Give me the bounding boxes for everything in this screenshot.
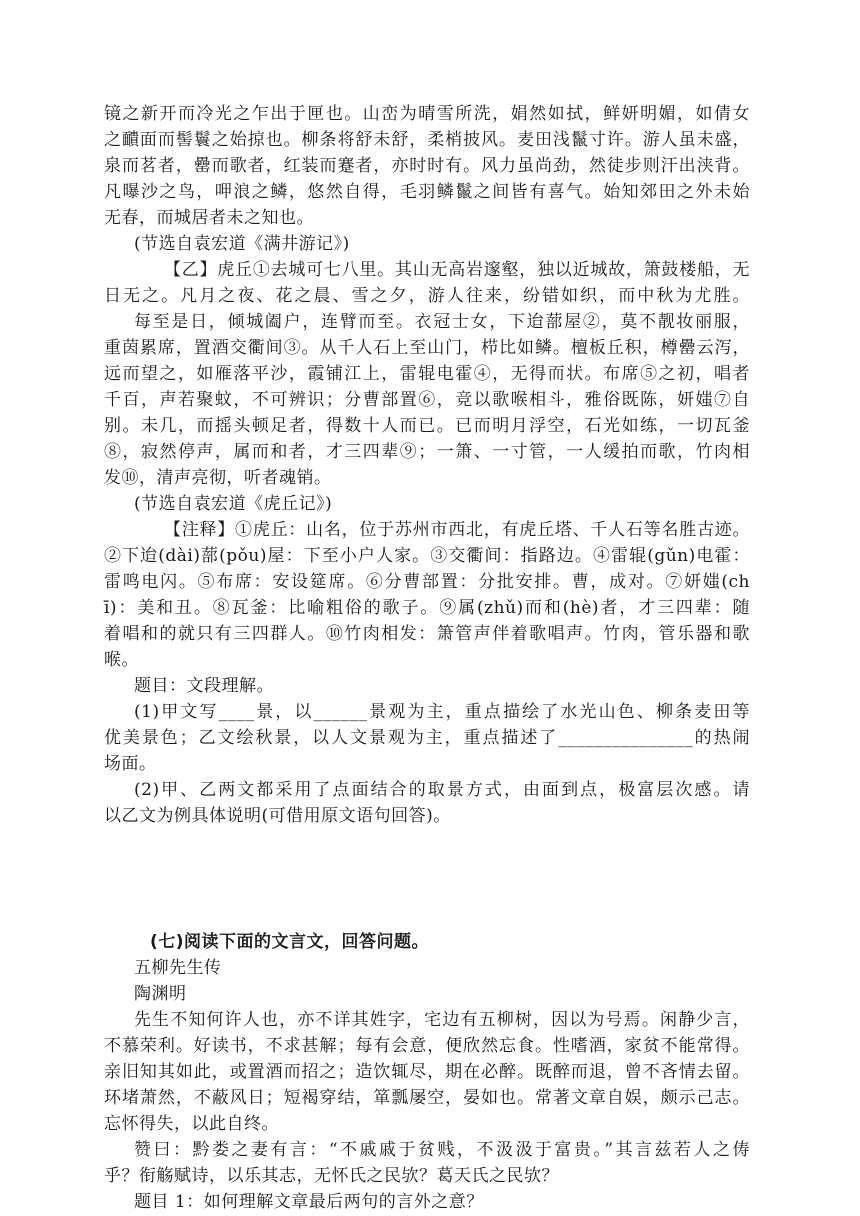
yi-text-line: 重茵累席，置酒交衢间③。从千人石上至山门，栉比如鳞。檀板丘积，樽罍云泻，: [104, 338, 750, 358]
essay-text-line: 环堵萧然，不蔽风日；短褐穿结，箪瓢屡空，晏如也。常著文章自娱，颇示己志。: [104, 1088, 750, 1108]
question-1-line: (1)甲文写____景，以______景观为主，重点描绘了水光山色、柳条麦田等: [134, 702, 750, 722]
yi-text-line: ⑧，寂然停声，属而和者，才三四辈⑨；一箫、一寸管，一人缓拍而歌，竹肉相: [104, 442, 750, 462]
essay-text-line: 赞曰：黔娄之妻有言：“不戚戚于贫贱，不汲汲于富贵。”其言兹若人之俦: [134, 1140, 750, 1160]
yi-text-line: 发⑩，清声亮彻，听者魂销。: [104, 468, 332, 488]
yi-text-line: 千百，声若聚蚊，不可辨识；分曹部置⑥，竞以歌喉相斗，雅俗既陈，妍媸⑦自: [104, 390, 750, 410]
jia-text-line: 凡曝沙之鸟，呷浪之鳞，悠然自得，毛羽鳞鬣之间皆有喜气。始知郊田之外未始: [104, 182, 750, 202]
jia-source: (节选自袁宏道《满井游记》): [134, 234, 350, 254]
notes-line: 喉。: [104, 650, 139, 670]
essay-text-line: 乎？衔觞赋诗，以乐其志，无怀氏之民欤？葛天氏之民欤？: [104, 1166, 559, 1186]
jia-text-line: 之靧面而髻鬟之始掠也。柳条将舒未舒，柔梢披风。麦田浅鬣寸许。游人虽未盛，: [104, 130, 750, 150]
notes-line: 着唱和的就只有三四群人。⑩竹肉相发：箫管声伴着歌唱声。竹肉，管乐器和歌: [104, 624, 750, 644]
question-2-line: 以乙文为例具体说明(可借用原文语句回答)。: [104, 806, 451, 826]
yi-text-line: 别。未几，而摇头顿足者，得数十人而已。已而明月浮空，石光如练，一切瓦釜: [104, 416, 750, 436]
jia-text-line: 镜之新开而冷光之乍出于匣也。山峦为晴雪所洗，娟然如拭，鲜妍明媚，如倩女: [104, 104, 750, 124]
question-2-line: (2)甲、乙两文都采用了点面结合的取景方式，由面到点，极富层次感。请: [134, 780, 750, 800]
essay-title: 五柳先生传: [134, 958, 222, 978]
essay-text-line: 不慕荣利。好读书，不求甚解；每有会意，便欣然忘食。性嗜酒，家贫不能常得。: [104, 1036, 750, 1056]
notes-line: ②下迨(dài)蔀(pǒu)屋：下至小户人家。③交衢间：指路边。④雷辊(gǔn)电霍：: [104, 546, 750, 566]
question-1-line: 场面。: [104, 754, 157, 774]
question-1-line: 优美景色；乙文绘秋景，以人文景观为主，重点描述了_______________的热闹: [104, 728, 750, 748]
jia-text-line: 无春，而城居者未之知也。: [104, 208, 314, 228]
question-1: 题目 1：如何理解文章最后两句的言外之意？: [134, 1192, 484, 1212]
jia-text-line: 泉而茗者，罍而歌者，红装而蹇者，亦时时有。风力虽尚劲，然徒步则汗出浃背。: [104, 156, 750, 176]
yi-text-line: 【乙】虎丘①去城可七八里。其山无高岩邃壑，独以近城故，箫鼓楼船，无: [164, 260, 750, 280]
yi-text-line: 日无之。凡月之夜、花之晨、雪之夕，游人往来，纷错如织，而中秋为尤胜。: [104, 286, 750, 306]
section-heading: (七)阅读下面的文言文，回答问题。: [150, 932, 430, 952]
yi-text-line: 远而望之，如雁落平沙，霞铺江上，雷辊电霍④，无得而状。布席⑤之初，唱者: [104, 364, 750, 384]
essay-text-line: 忘怀得失，以此自终。: [104, 1114, 279, 1134]
notes-line: 雷鸣电闪。⑤布席：安设筵席。⑥分曹部置：分批安排。曹，成对。⑦妍媸(ch: [104, 572, 750, 592]
essay-text-line: 先生不知何许人也，亦不详其姓字，宅边有五柳树，因以为号焉。闲静少言，: [134, 1010, 750, 1030]
question-title: 题目：文段理解。: [134, 676, 274, 696]
yi-source: (节选自袁宏道《虎丘记》): [134, 494, 333, 514]
notes-line: ī)：美和丑。⑧瓦釜：比喻粗俗的歌子。⑨属(zhǔ)而和(hè)者，才三四辈：随: [104, 598, 750, 618]
yi-text-line: 每至是日，倾城阖户，连臂而至。衣冠士女，下迨蔀屋②，莫不靓妆丽服，: [134, 312, 750, 332]
essay-author: 陶渊明: [134, 984, 187, 1004]
essay-text-line: 亲旧知其如此，或置酒而招之；造饮辄尽，期在必醉。既醉而退，曾不吝情去留。: [104, 1062, 750, 1082]
notes-line: 【注释】①虎丘：山名，位于苏州市西北，有虎丘塔、千人石等名胜古迹。: [164, 520, 750, 540]
